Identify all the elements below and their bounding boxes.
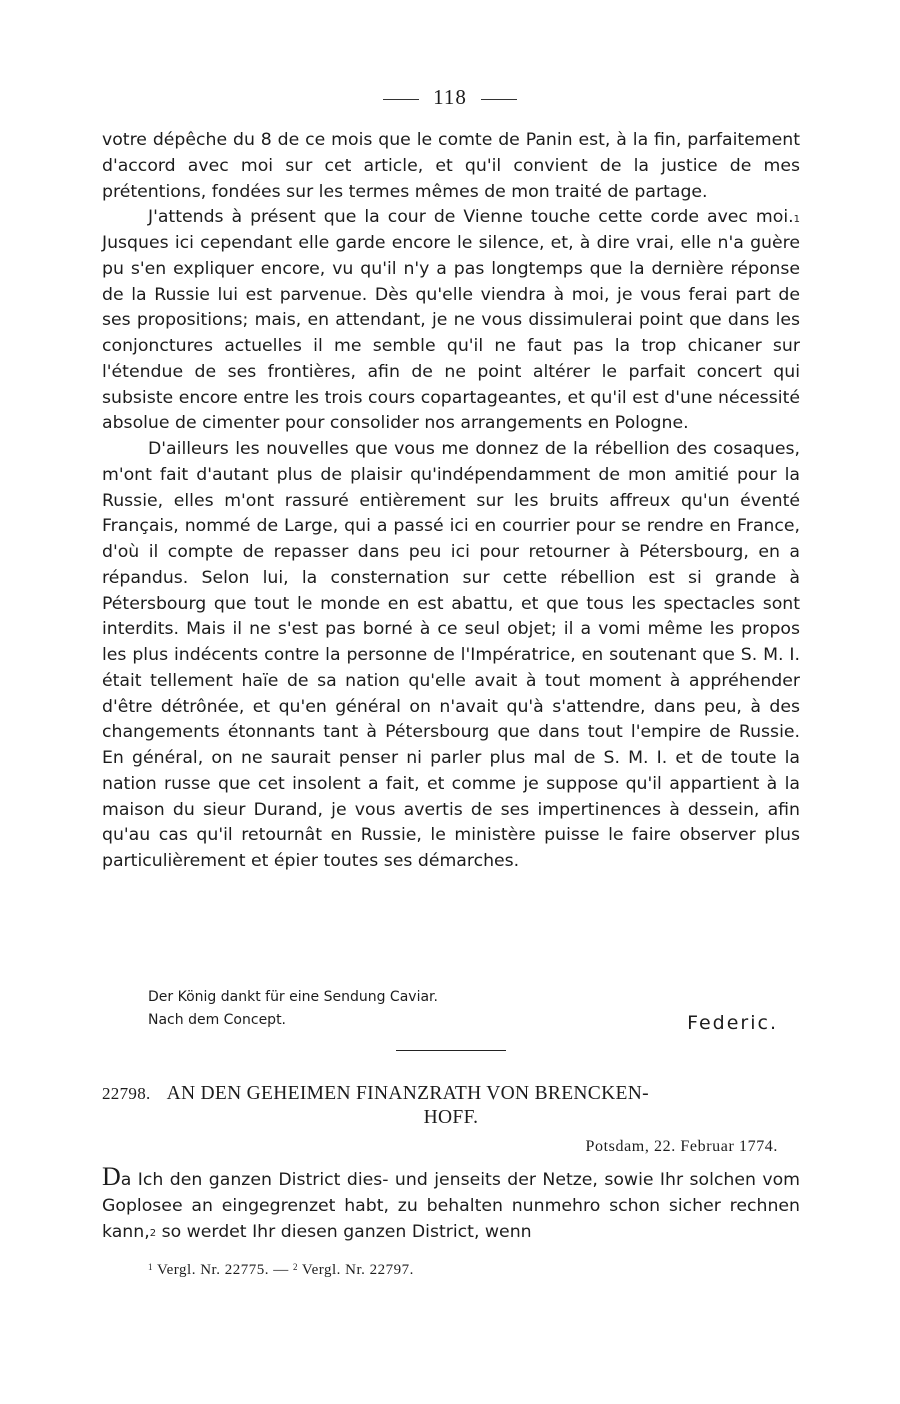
paragraph: D'ailleurs les nouvelles que vous me donnez de la rébellion des cosaques, m'ont fait d'autant plus de plaisir qu'indépendamment de mon amitié pour la Russie, elles m'ont rassuré entièrement sur les bruits affreux qu'un éventé Français, nommé de Large, qui a passé ici en courrier pour se rendre en France, d'où il compte de repasser dans peu ici pour retourner à Pétersbourg, en a répandus. Selon lui, la consternation sur cette rébellion est si grande à Pétersbourg que tout le monde en est abattu, et que tous les spectacles sont interdits. Mais il ne s'est pas borné à ce seul objet; il a vomi même les propos les plus indécents contre la personne de l'Impératrice, en soutenant que S. M. I. était tellement haïe de sa nation qu'elle avait à tout moment à appréhender d'être détrônée, et qu'en général on n'avait qu'à s'attendre, dans peu, à des changements étonnants tant à Pétersbourg que dans tout l'empire de Russie. En général, on ne saurait penser ni parler plus mal de S. M. I. et de toute la nation russe que cet insolent a fait, et comme je suppose qu'il appartient à la maison du sieur Durand, je vous avertis de ses impertinences à dessein, afin qu'au cas qu'il retournât en Russie, le ministère puisse le faire observer plus particulièrement et épier toutes ses démarches. — [102, 439, 800, 871]
closing-block — [148, 986, 800, 1032]
footnote-marker: 1 — [148, 1262, 153, 1272]
heading-title-continued: HOFF. — [423, 1107, 479, 1128]
footnote-text: Vergl. Nr. 22797. — [297, 1262, 414, 1278]
section-heading — [102, 1082, 800, 1130]
footnotes — [148, 1262, 414, 1279]
signature: Federic. — [687, 1012, 778, 1034]
footnote-marker: 2 — [292, 1262, 298, 1272]
page-number: 118 — [433, 85, 467, 109]
section-divider — [396, 1050, 506, 1051]
document-number: 22798. — [102, 1084, 151, 1103]
paragraph-text: J'attends à présent que la cour de Vienne touche cette corde avec moi. — [148, 207, 794, 228]
paragraph: votre dépêche du 8 de ce mois que le comte de Panin est, à la fin, parfaitement d'accord avec moi sur cet article, et qu'il convient de la justice de mes prétentions, fondées sur les termes mêmes de mon traité de partage. — [102, 130, 800, 202]
dateline: Potsdam, 22. Februar 1774. — [585, 1138, 778, 1155]
paragraph — [102, 205, 800, 437]
editorial-note: Der König dankt für eine Sendung Caviar. — [148, 989, 438, 1005]
paragraph-text: Jusques ici cependant elle garde encore le silence, et, à dire vrai, elle n'a guère pu s'en expliquer encore, vu qu'il n'y a pas longtemps que la dernière réponse de la Russie lui est parvenue. Dès qu'elle viendra à moi, je vous ferai part de ses propositions; mais, en attendant, je ne vous dissimulerai point que dans les conjonctures actuelles il me semble qu'il ne faut pas la trop chicaner sur l'étendue de ses frontières, afin de ne point altérer le parfait concert qui subsiste encore entre les trois cours copartageantes, et qu'il est d'une nécessité absolue de cimenter pour consolider nos arrangements en Pologne. — [102, 233, 800, 434]
letter-text: a Ich den ganzen District dies- und jenseits der Netze, sowie Ihr solchen vom Goplosee an eingegrenzet habt, zu behalten nunmehro schon sicher rechnen kann, — [102, 1170, 800, 1242]
footnote-text: Vergl. Nr. 22775. — — [153, 1262, 293, 1278]
header-rule-right — [481, 99, 517, 100]
footnote-marker: 2 — [149, 1228, 157, 1239]
drop-cap: D — [102, 1162, 121, 1191]
page-header — [0, 85, 900, 110]
heading-title: AN DEN GEHEIMEN FINANZRATH VON BRENCKEN- — [166, 1083, 649, 1104]
letter-start — [102, 1164, 800, 1245]
source-note: Nach dem Concept. — [148, 1012, 287, 1028]
letter-body — [102, 128, 800, 875]
letter-text: so werdet Ihr diesen ganzen District, wenn — [156, 1222, 532, 1242]
footnote-marker: 1 — [793, 214, 800, 226]
header-rule-left — [383, 99, 419, 100]
